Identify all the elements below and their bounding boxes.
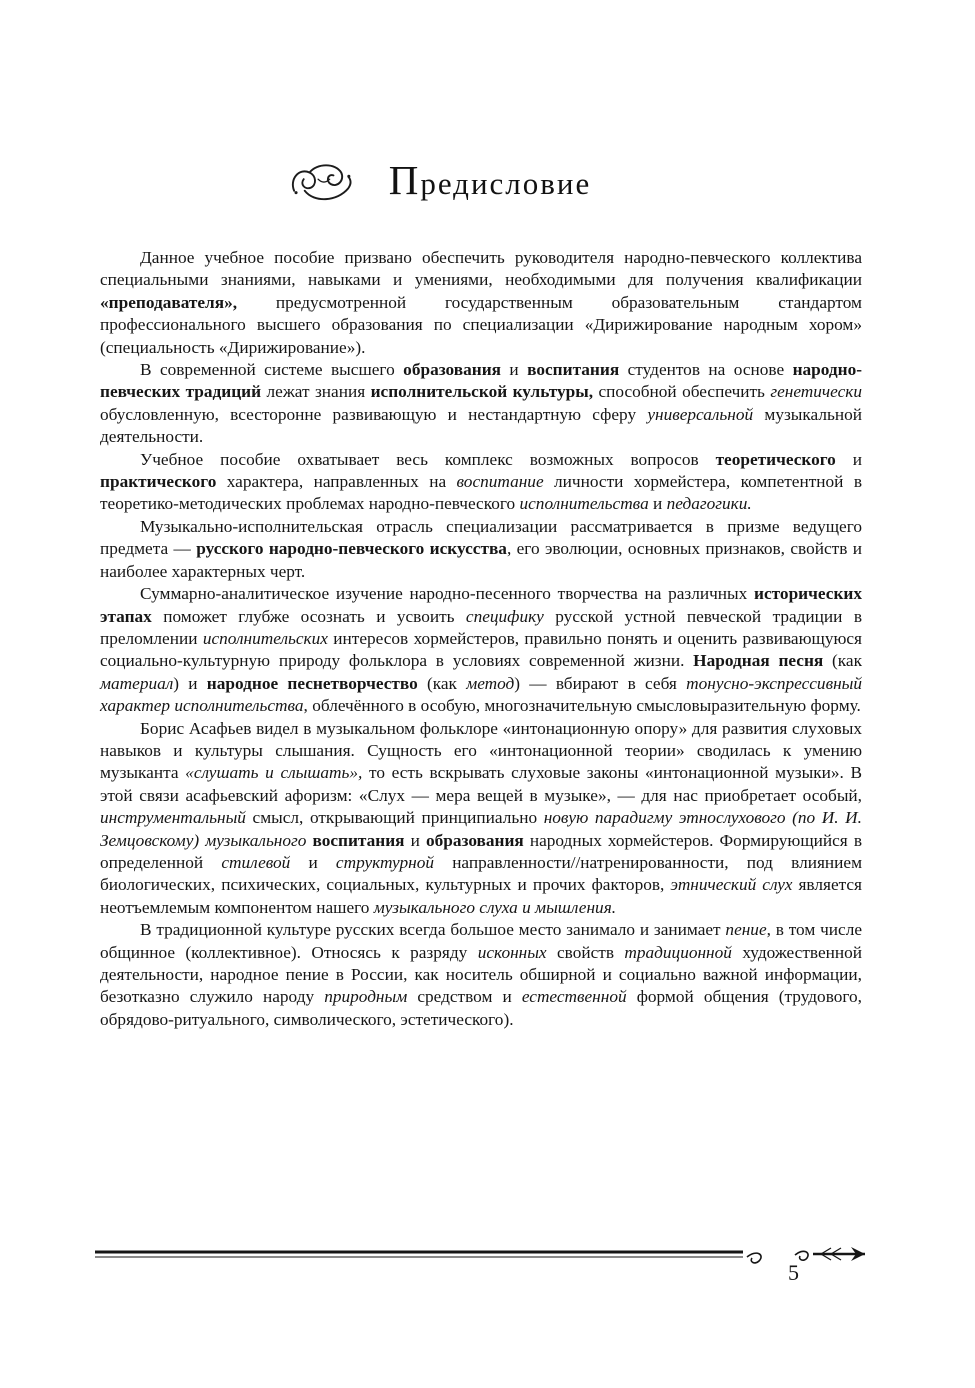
- text-segment: интересов хормейстеров, правильно понять и оценить развивающуюся социально-культурную природу фольклора в условиях современной жизни.: [100, 628, 862, 671]
- text-segment: то есть вскрывать слуховые законы «интонационной музыки». В этой связи асафьевский афоризм: «Слух — мера вещей в музыке», — для нас приобретает особый,: [100, 763, 862, 805]
- paragraph: [100, 919, 862, 1031]
- text-segment: народно-певческих традиций: [100, 360, 863, 402]
- text-segment: ) и: [173, 673, 207, 693]
- page-title: Предисловие: [388, 157, 592, 203]
- paragraph: [100, 583, 862, 717]
- text-segment: поможет глубже осознать и усвоить: [151, 606, 466, 626]
- text-segment: русской устной певческой традиции в преломлении: [100, 606, 862, 648]
- text-segment: педагогики.: [666, 494, 752, 514]
- paragraph: [100, 449, 862, 516]
- text-segment: традиционной: [624, 942, 732, 962]
- text-segment: новую парадигму этнослухового (по И. И. Земцовскому) музыкального: [100, 808, 862, 850]
- text-segment: исполнительства: [519, 494, 649, 514]
- text-segment: формой общения (трудового, обрядово-ритуального, символического, эстетического).: [100, 987, 862, 1029]
- text-segment: исконных: [477, 942, 547, 962]
- text-segment: народных хормейстеров. Формирующийся в определенной: [100, 830, 862, 872]
- text-segment: теоретического: [715, 449, 836, 469]
- text-segment: образования: [403, 360, 501, 380]
- text-segment: средством и: [407, 987, 522, 1007]
- text-segment: музыкального слуха и мышления.: [373, 897, 617, 917]
- paragraph: [100, 516, 862, 583]
- text-segment: студентов на основе: [619, 360, 793, 380]
- paragraph: [100, 247, 862, 359]
- text-segment: инструментальный: [100, 808, 246, 828]
- text-segment: исторических этапах: [100, 584, 862, 626]
- text-segment: практического: [100, 472, 217, 492]
- text-segment: , облечённого в особую, многозначительную смысловыразительную форму.: [303, 696, 861, 716]
- page-number: 5: [788, 1260, 799, 1285]
- text-segment: характера, направленных на: [216, 472, 457, 492]
- text-segment: художественной деятельности, народное пение в России, как носитель обширной и социально важной информации, безотказно служило народу: [100, 942, 862, 1007]
- text-segment: и: [404, 830, 426, 850]
- text-segment: природным: [324, 987, 408, 1007]
- text-segment: исполнительских: [202, 628, 328, 648]
- text-segment: воспитание: [456, 472, 544, 492]
- text-segment: свойств: [546, 942, 625, 962]
- text-segment: и: [290, 852, 336, 872]
- text-segment: (как: [823, 651, 862, 671]
- text-segment: естественной: [521, 987, 627, 1007]
- text-segment: материал: [100, 673, 174, 693]
- text-segment: этнический слух: [670, 875, 793, 895]
- text-segment: личности хормейстера, компетентной в теоретико-методических проблемах народно-певческого: [100, 472, 862, 514]
- text-segment: метод: [466, 673, 515, 693]
- text-segment: структурной: [335, 852, 434, 872]
- text-segment: и: [648, 494, 667, 514]
- text-segment: воспитания: [312, 830, 405, 850]
- text-segment: исполнительской культуры,: [370, 382, 594, 402]
- text-segment: генетически: [770, 382, 863, 402]
- text-segment: музыкальной деятельности.: [100, 404, 862, 447]
- text-segment: Народная песня: [693, 651, 824, 671]
- text-segment: Данное учебное пособие призвано обеспечить руководителя народно-певческого коллектива специальными знаниями, навыками и умениями, необходимыми для получения квалификации: [100, 248, 862, 290]
- paragraph: [100, 359, 862, 449]
- footer-rule-ornament: [95, 1246, 885, 1264]
- text-segment: и: [835, 449, 862, 469]
- text-segment: Борис Асафьев видел в музыкальном фольклоре «интонационную опору» для развития слуховых навыков и культуры слышания. Сущность его «интонационной теории» сводилась к умению музыканта: [100, 718, 862, 783]
- body-text: [100, 247, 862, 1031]
- text-segment: является неотъемлемым компонентом нашего: [100, 875, 862, 917]
- text-segment: Музыкально-исполнительская отрасль специализации рассматривается в призме ведущего предмета —: [100, 516, 862, 559]
- text-segment: предусмотренной государственным образовательным стандартом профессионального высшего образования по специализации «Дирижирование народным хором» (специальность «Дирижирование»).: [100, 292, 862, 357]
- text-segment: (как: [417, 673, 467, 693]
- text-segment: обусловленную, всесторонне развивающую и нестандартную сферу: [100, 404, 648, 424]
- text-segment: лежат знания: [261, 382, 371, 402]
- text-segment: «слушать и слышать»,: [185, 763, 363, 783]
- text-segment: ) — вбирают в себя: [514, 673, 687, 693]
- text-segment: специфику: [465, 606, 544, 626]
- text-segment: Суммарно-аналитическое изучение народно-песенного творчества на различных: [140, 584, 755, 604]
- text-segment: В традиционной культуре русских всегда большое место занимало и занимает: [140, 920, 726, 940]
- text-segment: и: [501, 360, 528, 380]
- text-segment: , в том числе общинное (коллективное). Относясь к разряду: [100, 920, 862, 962]
- paragraph: [100, 718, 862, 920]
- text-segment: направленности//натренированности, под влиянием биологических, психических, социальных, культурных и прочих факторов,: [100, 852, 862, 895]
- text-segment: образования: [425, 830, 524, 850]
- text-segment: тонусно-экспрессивный характер исполнительства: [100, 673, 862, 716]
- text-segment: смысл, открывающий принципиально: [245, 808, 544, 828]
- text-segment: «преподавателя»,: [100, 292, 238, 312]
- text-segment: Учебное пособие охватывает весь комплекс возможных вопросов: [140, 449, 716, 469]
- text-segment: В современной системе высшего: [140, 360, 404, 380]
- text-segment: универсальной: [647, 404, 754, 424]
- text-segment: стилевой: [221, 852, 291, 872]
- text-segment: русского народно-певческого искусства: [196, 539, 507, 559]
- text-segment: пение: [725, 920, 767, 940]
- text-segment: способной обеспечить: [593, 382, 771, 402]
- chapter-header: [58, 157, 820, 208]
- text-segment: народное песнетворчество: [206, 673, 418, 693]
- fleuron-ornament-icon: [287, 160, 355, 208]
- text-segment: воспитания: [527, 360, 620, 380]
- text-segment: , его эволюции, основных признаков, свойств и наиболее характерных черт.: [100, 539, 862, 581]
